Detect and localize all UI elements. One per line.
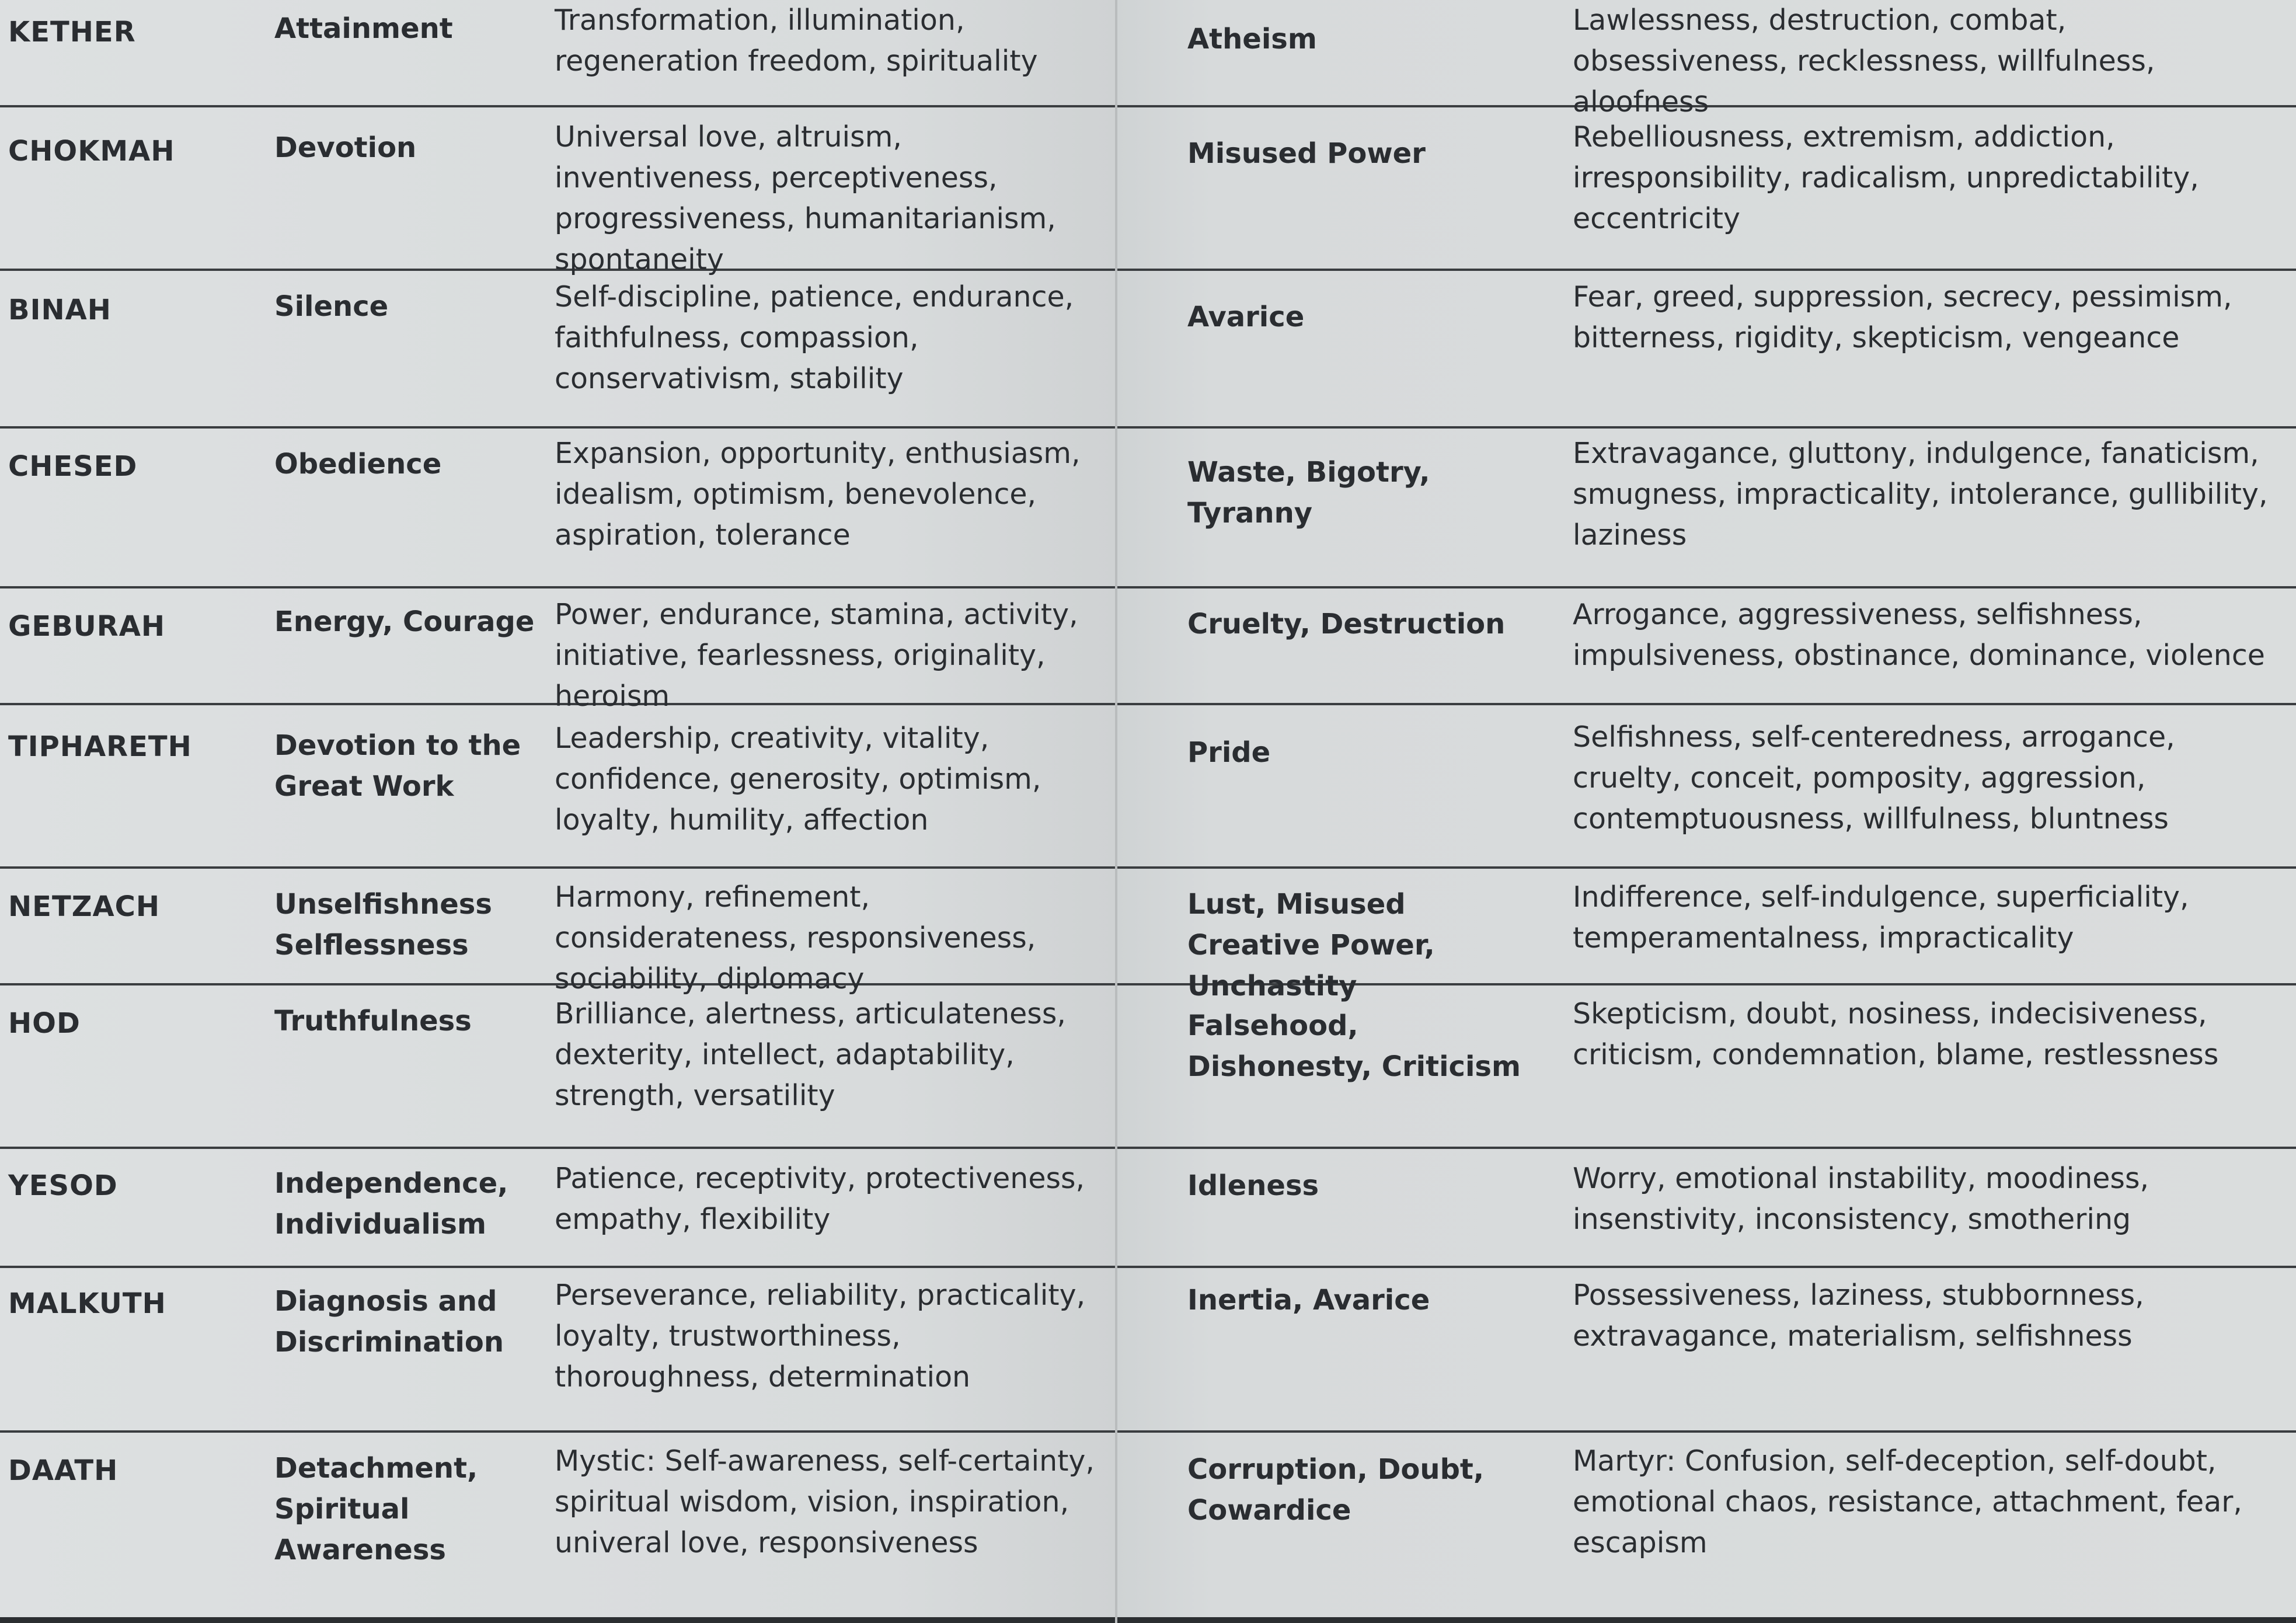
- virtue-qualities: Leadership, creativity, vitality, confidence, generosity, optimism, loyalty, humility, affection: [555, 722, 1041, 837]
- virtue-qualities: Power, endurance, stamina, activity, initiative, fearlessness, originality, heroism: [555, 598, 1078, 713]
- virtue-label: Diagnosis and Discrimination: [274, 1285, 504, 1359]
- sephira-name: YESOD: [8, 1169, 118, 1202]
- virtue-label: Devotion: [274, 131, 417, 164]
- vice-qualities: Worry, emotional instability, moodiness, insenstivity, inconsistency, smothering: [1573, 1162, 2149, 1236]
- vice-label: Waste, Bigotry, Tyranny: [1187, 456, 1430, 530]
- left-page: [0, 0, 1115, 1623]
- vice-qualities: Possessiveness, laziness, stubbornness, extravagance, materialism, selfishness: [1573, 1279, 2144, 1353]
- vice-qualities: Martyr: Confusion, self-deception, self-doubt, emotional chaos, resistance, attachment, fear, escapism: [1573, 1444, 2242, 1559]
- vice-label: Lust, Misused Creative Power, Unchastity: [1187, 888, 1435, 1002]
- sephira-name: CHOKMAH: [8, 135, 175, 168]
- table-row: [1117, 1268, 2296, 1433]
- vice-label: Pride: [1187, 736, 1271, 769]
- sephira-name: TIPHARETH: [8, 730, 192, 763]
- table-row: [1117, 985, 2296, 1149]
- table-row: [1117, 271, 2296, 429]
- vice-label: Atheism: [1187, 23, 1317, 55]
- sephira-name: BINAH: [8, 294, 112, 326]
- table-bottom-rule: [0, 1617, 1115, 1623]
- vice-qualities: Selfishness, self-centeredness, arrogance, cruelty, conceit, pomposity, aggression, contemptuousness, willfulness, bluntness: [1573, 720, 2175, 835]
- vice-label: Corruption, Doubt, Cowardice: [1187, 1453, 1485, 1527]
- virtue-label: Truthfulness: [274, 1005, 472, 1037]
- virtue-qualities: Transformation, illumination, regeneration freedom, spirituality: [555, 4, 1038, 78]
- virtue-label: Energy, Courage: [274, 605, 535, 638]
- virtue-label: Unselfishness Selflessness: [274, 888, 492, 962]
- virtue-label: Devotion to the Great Work: [274, 729, 521, 803]
- table-row: [1117, 0, 2296, 119]
- vice-qualities: Extravagance, gluttony, indulgence, fanaticism, smugness, impracticality, intolerance, gullibility, laziness: [1573, 437, 2268, 552]
- table-row: [0, 0, 1115, 107]
- vice-label: Idleness: [1187, 1169, 1319, 1202]
- virtue-label: Detachment, Spiritual Awareness: [274, 1452, 478, 1566]
- vice-qualities: Arrogance, aggressiveness, selfishness, impulsiveness, obstinance, dominance, violence: [1573, 598, 2265, 672]
- sephira-name: DAATH: [8, 1454, 119, 1487]
- virtue-label: Silence: [274, 290, 389, 323]
- virtue-qualities: Brilliance, alertness, articulateness, dexterity, intellect, adaptability, strength, versatility: [555, 997, 1066, 1112]
- sephira-name: MALKUTH: [8, 1287, 166, 1320]
- vice-label: Cruelty, Destruction: [1187, 608, 1506, 640]
- table-row: [1117, 869, 2296, 1002]
- vice-qualities: Fear, greed, suppression, secrecy, pessimism, bitterness, rigidity, skepticism, vengeance: [1573, 280, 2232, 354]
- table-row: [0, 705, 1115, 869]
- vice-label: Avarice: [1187, 301, 1305, 333]
- virtue-qualities: Self-discipline, patience, endurance, faithfulness, compassion, conservativism, stability: [555, 280, 1074, 395]
- virtue-qualities: Patience, receptivity, protectiveness, empathy, flexibility: [555, 1162, 1085, 1236]
- table-row: [0, 1268, 1115, 1433]
- virtue-qualities: Perseverance, reliability, practicality, loyalty, trustworthiness, thoroughness, determination: [555, 1279, 1086, 1394]
- table-row: [1117, 705, 2296, 869]
- sephira-name: NETZACH: [8, 890, 161, 923]
- table-bottom-rule: [1117, 1617, 2296, 1623]
- table-row: [1117, 588, 2296, 705]
- vice-qualities: Rebelliousness, extremism, addiction, irresponsibility, radicalism, unpredictability, eccentricity: [1573, 120, 2199, 235]
- table-row: [1117, 107, 2296, 271]
- table-row: [0, 1433, 1115, 1602]
- table-row: [1117, 1149, 2296, 1268]
- vice-label: Falsehood, Dishonesty, Criticism: [1187, 1009, 1521, 1083]
- table-row: [0, 429, 1115, 588]
- vice-qualities: Indifference, self-indulgence, superficiality, temperamentalness, impracticality: [1573, 880, 2189, 955]
- virtue-label: Obedience: [274, 448, 442, 480]
- sephira-name: GEBURAH: [8, 610, 166, 643]
- table-row: [1117, 429, 2296, 588]
- vice-qualities: Skepticism, doubt, nosiness, indecisiveness, criticism, condemnation, blame, restlessness: [1573, 997, 2219, 1071]
- table-row: [0, 271, 1115, 429]
- right-page: [1117, 0, 2296, 1623]
- virtue-qualities: Universal love, altruism, inventiveness, perceptiveness, progressiveness, humanitarianism, spontaneity: [555, 120, 1056, 276]
- sephira-name: HOD: [8, 1007, 81, 1040]
- virtue-qualities: Mystic: Self-awareness, self-certainty, spiritual wisdom, vision, inspiration, univeral love, responsiveness: [555, 1444, 1095, 1559]
- table-row: [0, 869, 1115, 995]
- sephira-name: CHESED: [8, 450, 138, 483]
- table-row: [1117, 1433, 2296, 1602]
- virtue-label: Independence, Individualism: [274, 1167, 508, 1241]
- vice-qualities: Lawlessness, destruction, combat, obsessiveness, recklessness, willfulness, aloofness: [1573, 4, 2155, 119]
- table-row: [0, 107, 1115, 276]
- vice-label: Misused Power: [1187, 137, 1426, 170]
- virtue-qualities: Expansion, opportunity, enthusiasm, idealism, optimism, benevolence, aspiration, tolerance: [555, 437, 1081, 552]
- vice-label: Inertia, Avarice: [1187, 1284, 1430, 1316]
- virtue-qualities: Harmony, refinement, considerateness, responsiveness, sociability, diplomacy: [555, 880, 1036, 995]
- sephira-name: KETHER: [8, 16, 136, 48]
- virtue-label: Attainment: [274, 12, 453, 45]
- table-row: [0, 588, 1115, 713]
- table-row: [0, 1149, 1115, 1268]
- table-row: [0, 985, 1115, 1149]
